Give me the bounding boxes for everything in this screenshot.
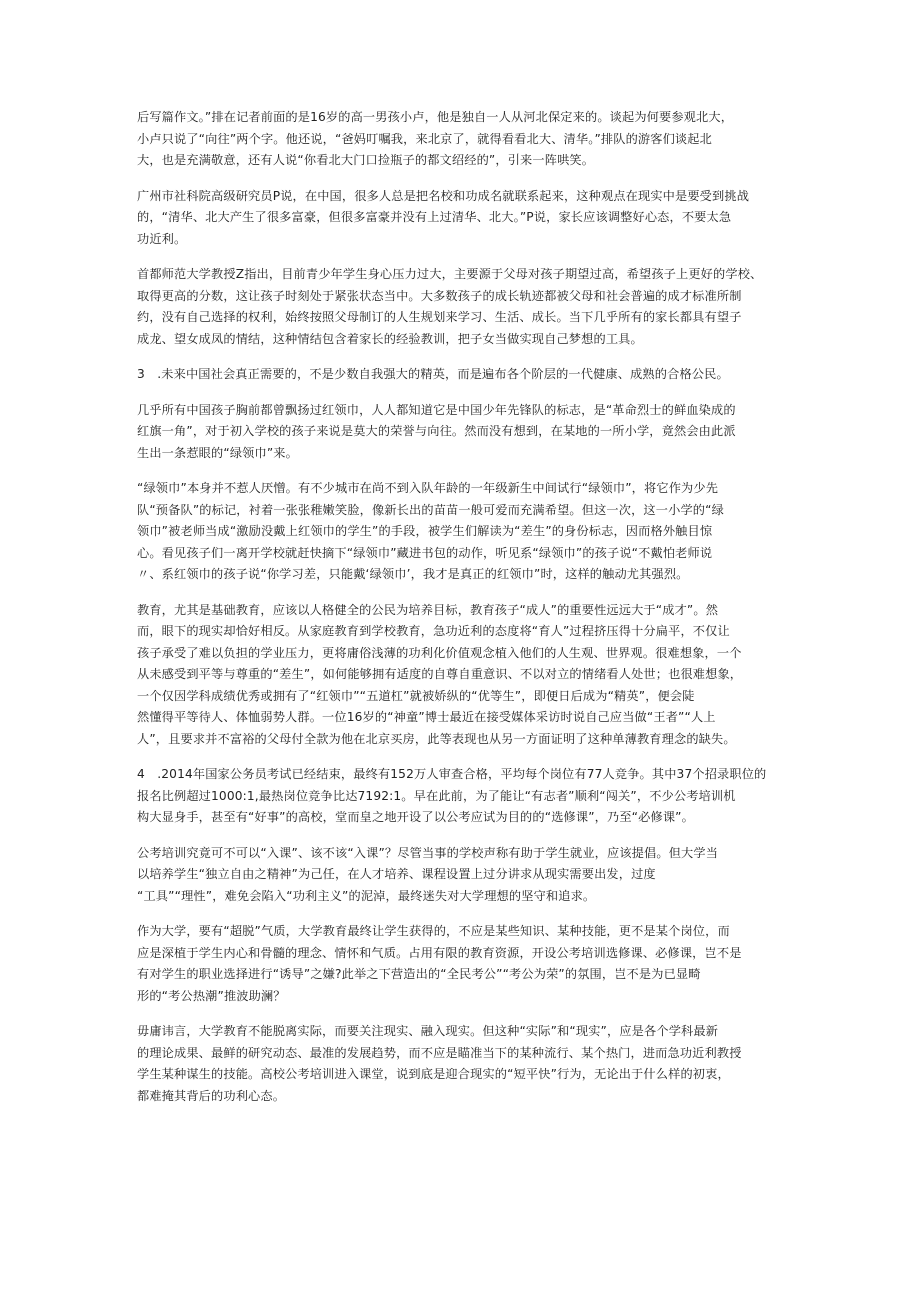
text-line: 约，没有自己选择的权利，始终按照父母制订的人生规划来学习、生活、成长。当下几乎所有的家长都具有望子 [137, 310, 742, 324]
text-line: 而，眼下的现实却恰好相反。从家庭教育到学校教育，急功近利的态度将“育人”过程挤压得十分扁平，不仅让 [137, 624, 730, 638]
text-line: 从未感受到平等与尊重的“差生”，如何能够拥有适度的自尊自重意识、不以对立的情绪看人处世；也很难想象， [137, 667, 743, 681]
text-line: 成龙、望女成凤的情结，这种情结包含着家长的经验教训，把子女当做实现自己梦想的工具。 [137, 331, 643, 346]
text-line: 孩子承受了难以负担的学业压力，更将庸俗浅薄的功利化价值观念植入他们的人生观、世界观。很难想象，一个 [137, 645, 742, 660]
text-line: 4 .2014年国家公务员考试已经结束，最终有152万人审查合格，平均每个岗位有77人竞争。其中37个招录职位的 [137, 767, 767, 781]
text-line: 功近利。 [137, 231, 187, 246]
text-line: 3 .未来中国社会真正需要的，不是少数自我强大的精英，而是遍布各个阶层的一代健康、成熟的合格公民。 [137, 367, 729, 381]
text-line: 后写篇作文。”排在记者前面的是16岁的高一男孩小卢，他是独自一人从河北保定来的。谈起为何要参观北大， [137, 110, 734, 124]
text-line: “工具”“理性”，难免会陷入“功利主义”的泥淖，最终迷失对大学理想的坚守和追求。 [137, 888, 596, 903]
paragraph-10 [137, 921, 787, 1007]
text-line: 首都师范大学教授Z指出，目前青少年学生身心压力过大，主要源于父母对孩子期望过高，希望孩子上更好的学校、 [137, 267, 763, 281]
text-line: 一个仅因学科成绩优秀或拥有了“红领巾”“五道杠”就被娇纵的“优等生”，即便日后成为“精英”，便会陡 [137, 688, 695, 703]
paragraph-9 [137, 843, 787, 908]
text-line: 教育，尤其是基础教育，应该以人格健全的公民为培养目标，教育孩子“成人”的重要性远远大于“成才”。然 [137, 602, 719, 617]
text-line: 大，也是充满敬意，还有人说“你看北大门口捡瓶子的都文绍经的”，引来一阵哄笑。 [137, 153, 595, 167]
text-line: 然懂得平等待人、体恤弱势人群。一位16岁的“神童”博士最近在接受媒体采访时说自己应当做“王者”“人上 [137, 710, 716, 724]
text-line: 生出一条惹眼的“绿领巾”来。 [137, 445, 298, 460]
paragraph-5 [137, 400, 787, 465]
text-line: 都难掩其背后的功利心态。 [137, 1088, 286, 1103]
paragraph-7 [137, 600, 787, 751]
paragraph-6 [137, 478, 787, 586]
text-line: 构大显身手，甚至有“好事”的高校，堂而皇之地开设了以公考应试为目的的“选修课”，乃至“必修课”。 [137, 810, 694, 824]
text-line: 的理论成果、最鲜的研究动态、最准的发展趋势，而不应是瞄准当下的某种流行、某个热门，进而急功近利教授 [137, 1045, 742, 1060]
text-line: 公考培训究竟可不可以“入课”、该不该“入课”？尽管当事的学校声称有助于学生就业，应该提倡。但大学当 [137, 845, 719, 860]
paragraph-11 [137, 1021, 787, 1107]
text-line: 应是深植于学生内心和骨髓的理念、情怀和气质。占用有限的教育资源，开设公考培训选修课、必修课，岂不是 [137, 945, 742, 960]
text-line: 报名比例超过1000:1,最热岗位竞争比达7192:1。早在此前，为了能让“有志者”顺利“闯关”，不少公考培训机 [137, 788, 736, 803]
text-line: 取得更高的分数，这让孩子时刻处于紧张状态当中。大多数孩子的成长轨迹都被父母和社会普遍的成才标准所制 [137, 288, 742, 303]
paragraph-3 [137, 264, 787, 350]
text-line: 广州市社科院高级研究员P说，在中国，很多人总是把名校和功成名就联系起来，这种观点在现实中是要受到挑战 [137, 188, 750, 203]
text-line: 形的“考公热潮”推波助澜？ [137, 988, 286, 1003]
text-line: 领巾”被老师当成“激励没戴上红领巾的学生”的手段，被学生们解读为“差生”的身份标志，因而格外触目惊 [137, 524, 713, 538]
text-line: “绿领巾”本身并不惹人厌憎。有不少城市在尚不到入队年龄的一年级新生中间试行“绿领巾”，将它作为少先 [137, 481, 719, 495]
document-body [137, 107, 787, 1107]
text-line: 以培养学生“独立自由之精神”为己任，在人才培养、课程设置上过分讲求从现实需要出发，过度 [137, 867, 656, 881]
paragraph-4-numbered [137, 364, 787, 386]
text-line: 〃、系红领巾的孩子说“你学习差，只能戴‘绿领巾’，我才是真正的红领巾”时，这样的触动尤其强烈。 [137, 567, 689, 581]
text-line: 有对学生的职业选择进行“诱导”之嫌?此举之下营造出的“全民考公”“考公为荣”的氛围，岂不是为已显畸 [137, 967, 701, 981]
text-line: 人”，且要求并不富裕的父母付全款为他在北京买房，此等表现也从另一方面证明了这种单薄教育理念的缺失。 [137, 731, 736, 746]
text-line: 队“预备队”的标记，衬着一张张稚嫩笑脸，像新长出的苗苗一般可爱而充满希望。但这一次，这一小学的“绿 [137, 502, 724, 517]
text-line: 小卢只说了“向往”两个字。他还说，“爸妈叮嘱我，来北京了，就得看看北大、清华。”排队的游客们谈起北 [137, 131, 712, 146]
text-line: 的，“清华、北大产生了很多富豪，但很多富豪并没有上过清华、北大。”P说，家长应该调整好心态，不要太急 [137, 210, 732, 224]
text-line: 学生某种谋生的技能。高校公考培训进入课堂，说到底是迎合现实的“短平快”行为，无论出于什么样的初衷， [137, 1067, 730, 1081]
text-line: 几乎所有中国孩子胸前都曾飘扬过红领巾，人人都知道它是中国少年先锋队的标志，是“革命烈士的鲜血染成的 [137, 402, 736, 417]
paragraph-8-numbered [137, 764, 787, 829]
text-line: 心。看见孩子们一离开学校就赶快摘下“绿领巾”藏进书包的动作，听见系“绿领巾”的孩子说“不戴怕老师说 [137, 545, 713, 560]
text-line: 毋庸讳言，大学教育不能脱离实际，而要关注现实、融入现实。但这种“实际”和“现实”，应是各个学科最新 [137, 1024, 719, 1038]
paragraph-1 [137, 107, 787, 172]
paragraph-2 [137, 186, 787, 251]
text-line: 红旗一角”，对于初入学校的孩子来说是莫大的荣誉与向往。然而没有想到，在某地的一所小学，竟然会由此派 [137, 424, 736, 438]
text-line: 作为大学，要有“超脱”气质，大学教育最终让学生获得的，不应是某些知识、某种技能，更不是某个岗位，而 [137, 924, 730, 938]
